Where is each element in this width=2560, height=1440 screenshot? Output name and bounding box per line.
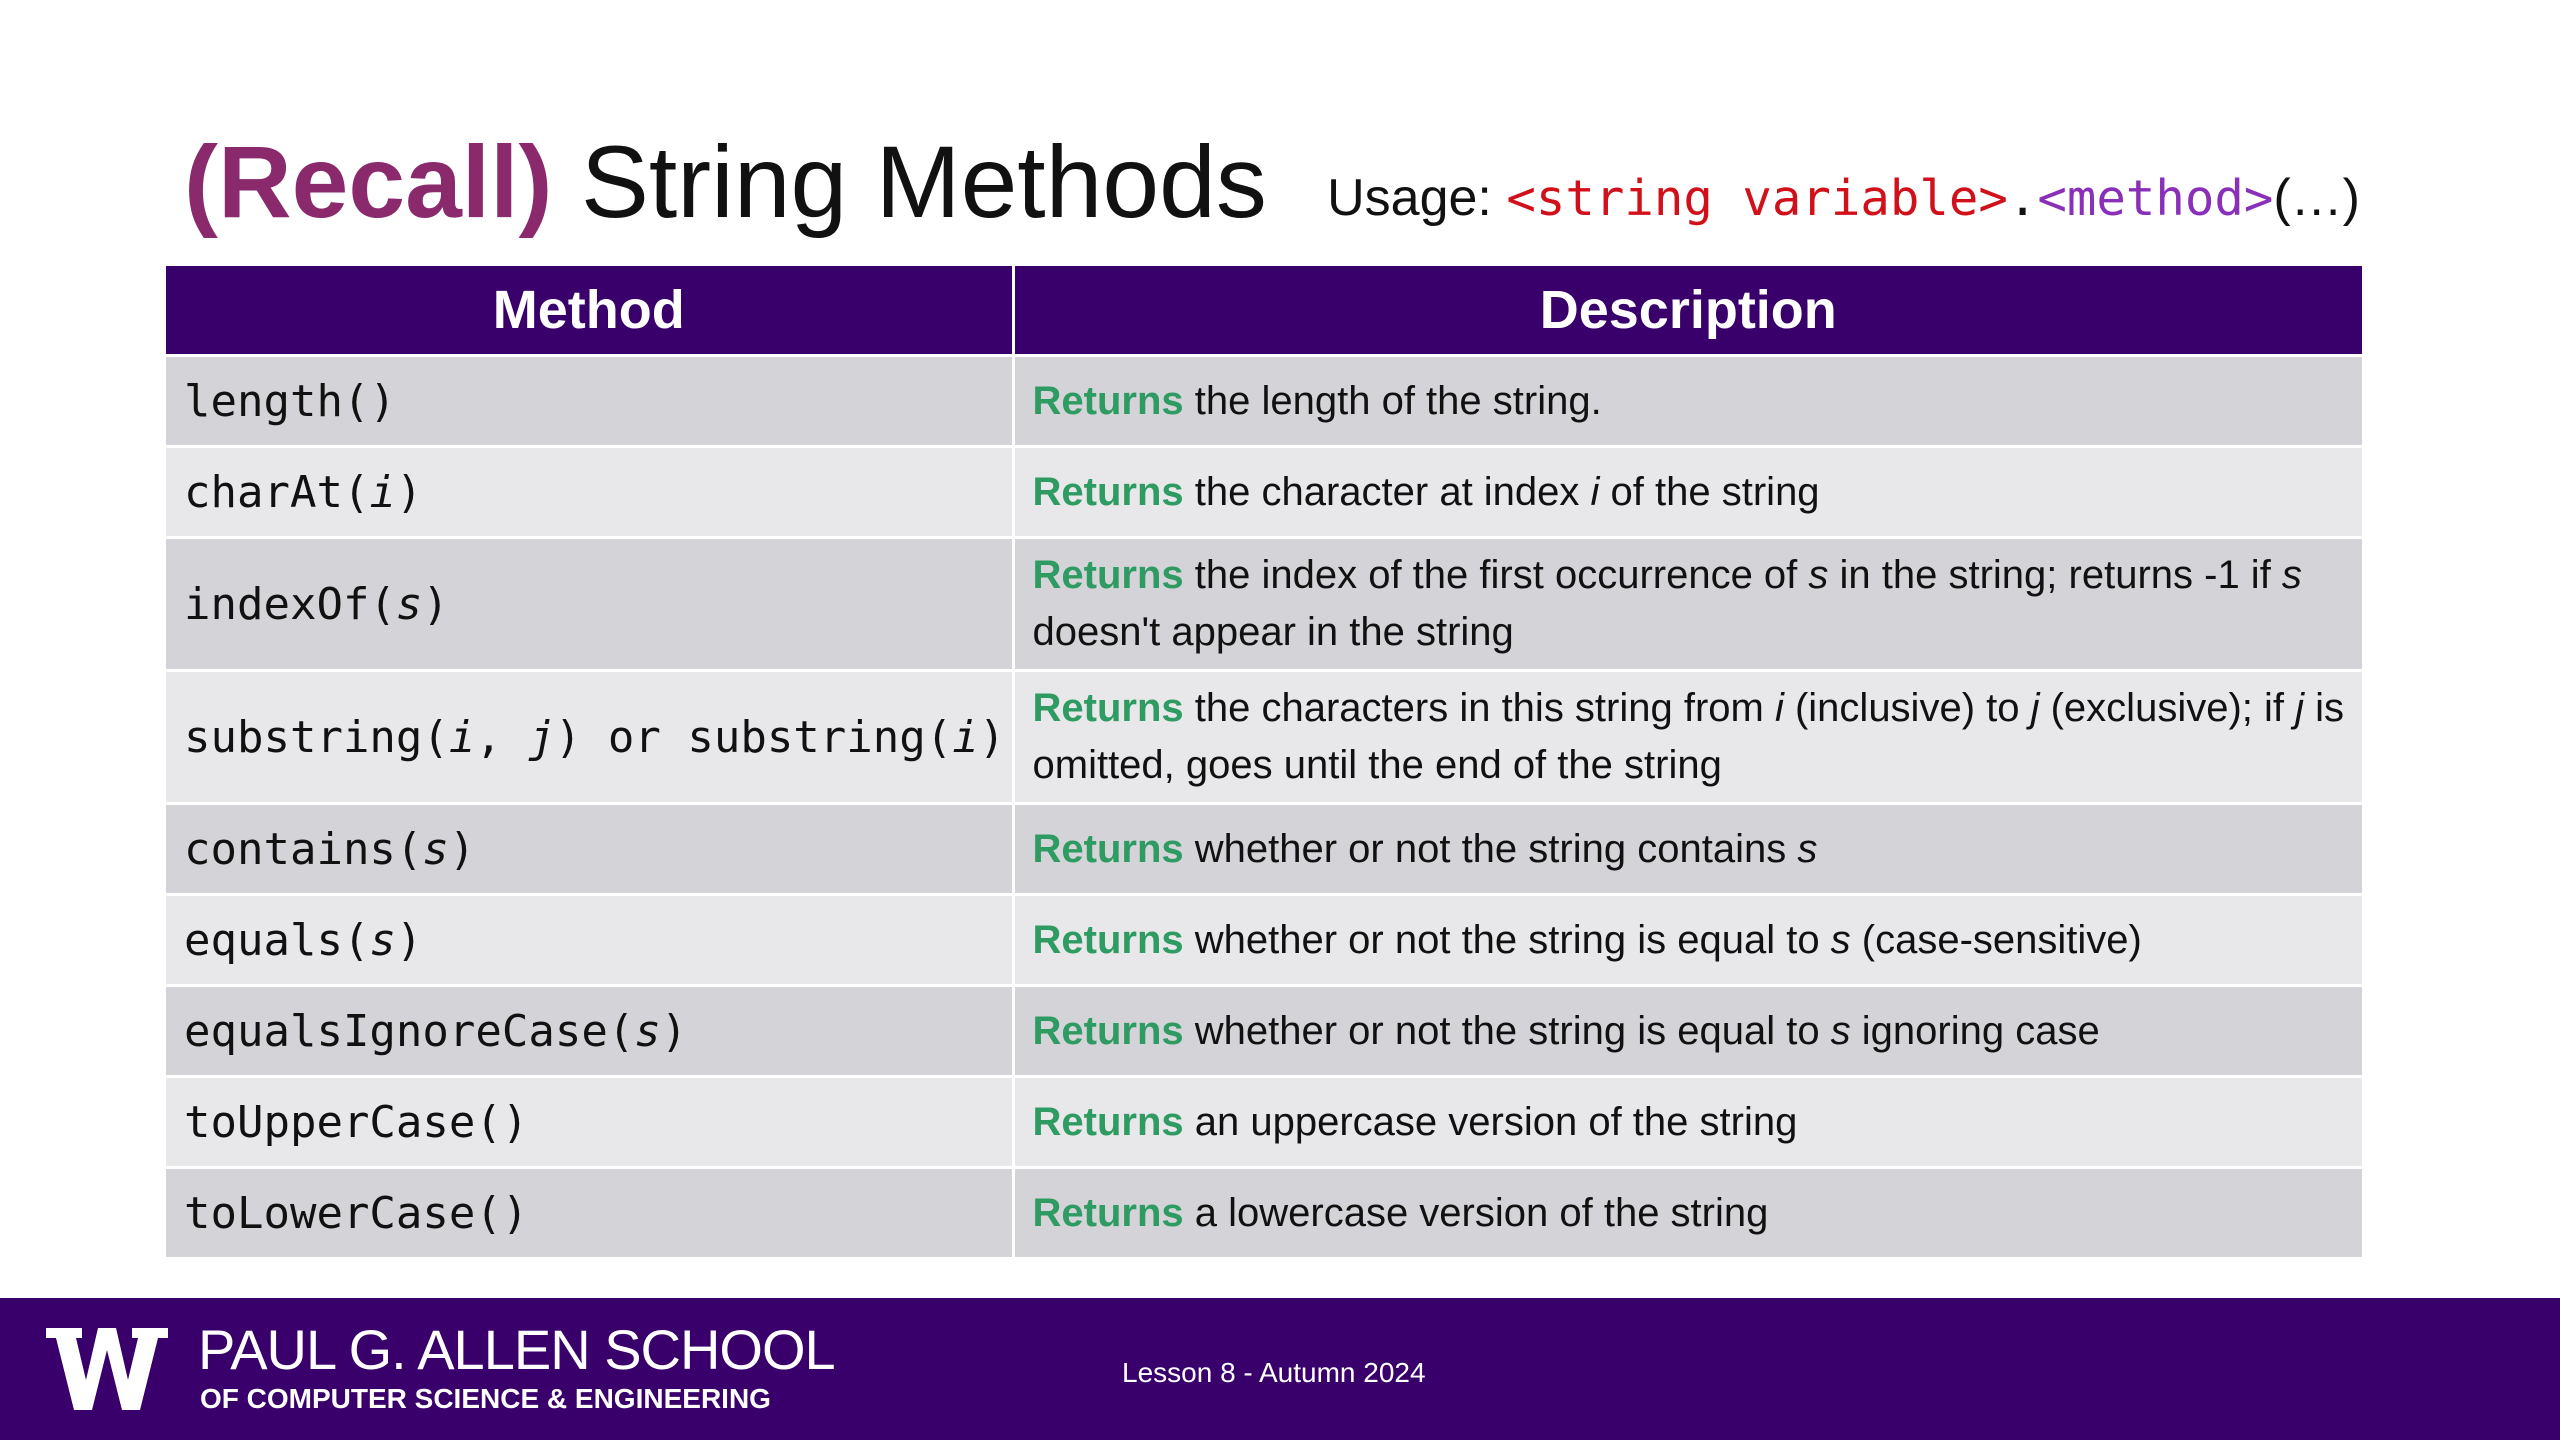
usage-method: <method> — [2037, 170, 2274, 227]
description-cell — [1013, 1077, 2362, 1168]
lesson-label: Lesson 8 - Autumn 2024 — [1122, 1357, 1426, 1388]
description-cell — [1013, 538, 2362, 671]
table-row — [166, 804, 2362, 895]
header-method: Method — [166, 266, 1013, 356]
usage-line — [1327, 163, 2360, 234]
text-run: an uppercase version of the string — [1183, 1099, 1798, 1144]
usage-dot: . — [2007, 170, 2038, 227]
text-run: toUpperCase() — [184, 1096, 529, 1148]
usage-args: (…) — [2273, 169, 2360, 227]
text-run: equals( — [184, 914, 370, 966]
text-run: ) — [422, 578, 449, 630]
slide-title — [184, 122, 1267, 242]
method-cell — [166, 447, 1013, 538]
title-recall: (Recall) — [184, 125, 553, 239]
text-run: ) or substring( — [554, 711, 953, 763]
method-cell — [166, 538, 1013, 671]
text-run: of the string — [1599, 469, 1820, 514]
param-name: i — [369, 466, 396, 518]
table-row — [166, 895, 2362, 986]
table-row — [166, 986, 2362, 1077]
table-row — [166, 1168, 2362, 1258]
text-run: toLowerCase() — [184, 1187, 529, 1239]
text-run: ) — [978, 711, 1006, 763]
description-cell — [1013, 447, 2362, 538]
description-cell — [1013, 804, 2362, 895]
method-cell — [166, 804, 1013, 895]
text-run: a lowercase version of the string — [1183, 1190, 1769, 1235]
param-name: j — [528, 711, 555, 763]
param-name: i — [952, 711, 979, 763]
footer-bar — [0, 1298, 2560, 1440]
string-methods-table — [166, 266, 2362, 1257]
text-run: ) — [395, 914, 423, 966]
description-cell — [1013, 986, 2362, 1077]
text-run: substring( — [184, 711, 449, 763]
text-run: length() — [184, 375, 396, 427]
text-run: (case-sensitive) — [1850, 917, 2142, 962]
text-run: ) — [395, 466, 423, 518]
text-run: indexOf( — [184, 578, 396, 630]
method-cell — [166, 1168, 1013, 1258]
description-cell — [1013, 895, 2362, 986]
param-name: s — [1797, 826, 1818, 871]
method-cell — [166, 1077, 1013, 1168]
returns-keyword: Returns — [1032, 686, 1184, 730]
table-header-row — [166, 266, 2362, 356]
text-run: whether or not the string is equal to — [1183, 1008, 1831, 1053]
text-run: (exclusive); if — [2039, 686, 2296, 730]
method-cell — [166, 356, 1013, 447]
returns-keyword: Returns — [1032, 469, 1184, 514]
usage-label: Usage: — [1327, 169, 1492, 227]
text-run: whether or not the string contains — [1183, 826, 1798, 871]
table-row — [166, 447, 2362, 538]
text-run: charAt( — [184, 466, 370, 518]
param-name: j — [2030, 686, 2040, 730]
text-run: whether or not the string is equal to — [1183, 917, 1831, 962]
param-name: s — [395, 578, 423, 630]
param-name: s — [422, 823, 449, 875]
usage-variable: <string variable> — [1506, 170, 2008, 227]
text-run: (inclusive) to — [1783, 686, 2031, 730]
header-description: Description — [1013, 266, 2362, 356]
text-run: the index of the first occurrence of — [1183, 553, 1809, 597]
text-run: ) — [448, 823, 476, 875]
returns-keyword: Returns — [1032, 826, 1184, 871]
param-name: i — [1774, 686, 1784, 730]
text-run: , — [475, 711, 529, 763]
param-name: i — [448, 711, 476, 763]
school-name-line1: PAUL G. ALLEN SCHOOL — [198, 1318, 835, 1381]
table-row — [166, 1077, 2362, 1168]
text-run: ignoring case — [1850, 1008, 2100, 1053]
text-run: equalsIgnoreCase( — [184, 1005, 635, 1057]
param-name: i — [1590, 469, 1600, 514]
param-name: s — [1830, 917, 1851, 962]
school-name-line2: OF COMPUTER SCIENCE & ENGINEERING — [200, 1383, 771, 1414]
text-run: in the string; returns -1 if — [1828, 553, 2282, 597]
table-row — [166, 538, 2362, 671]
param-name: s — [2281, 553, 2302, 597]
text-run: contains( — [184, 823, 423, 875]
description-cell — [1013, 356, 2362, 447]
param-name: s — [1830, 1008, 1851, 1053]
returns-keyword: Returns — [1032, 553, 1184, 597]
param-name: s — [1808, 553, 1829, 597]
text-run: the characters in this string from — [1183, 686, 1775, 730]
returns-keyword: Returns — [1032, 917, 1184, 962]
method-cell — [166, 895, 1013, 986]
method-cell — [166, 986, 1013, 1077]
text-run: the length of the string. — [1183, 378, 1602, 423]
uw-w-logo-icon — [46, 1328, 168, 1410]
returns-keyword: Returns — [1032, 1099, 1184, 1144]
title-main: String Methods — [580, 125, 1267, 239]
returns-keyword: Returns — [1032, 378, 1184, 423]
returns-keyword: Returns — [1032, 1008, 1184, 1053]
table-row — [166, 356, 2362, 447]
param-name: s — [634, 1005, 661, 1057]
table-row — [166, 671, 2362, 804]
returns-keyword: Returns — [1032, 1190, 1184, 1235]
text-run: is omitted, goes until the end of the string — [1032, 686, 2344, 787]
description-cell — [1013, 1168, 2362, 1258]
text-run: the character at index — [1183, 469, 1591, 514]
method-cell — [166, 671, 1013, 804]
param-name: j — [2295, 686, 2304, 730]
description-cell — [1013, 671, 2362, 804]
param-name: s — [369, 914, 396, 966]
text-run: doesn't appear in the string — [1032, 610, 1514, 654]
text-run: ) — [660, 1005, 688, 1057]
